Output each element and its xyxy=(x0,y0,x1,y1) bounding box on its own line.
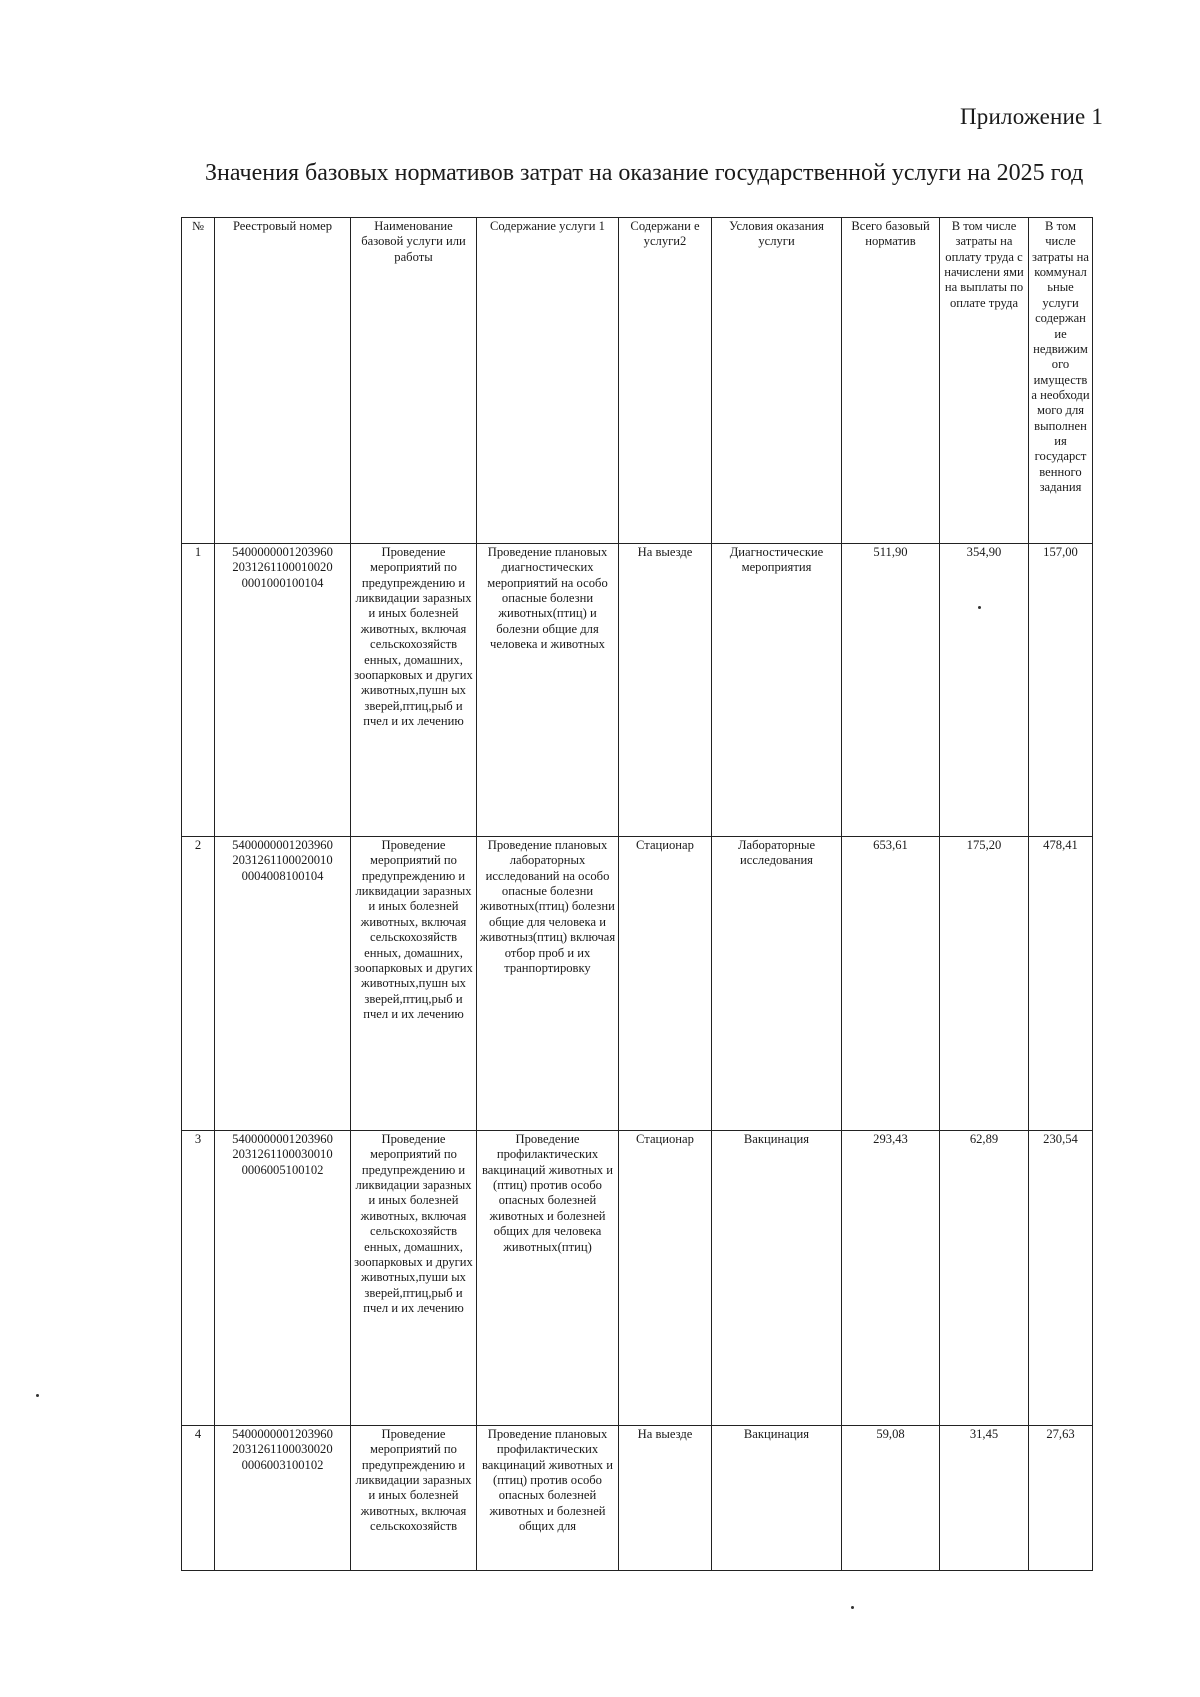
service-content-2: Стационар xyxy=(619,837,712,1131)
scan-speck xyxy=(978,606,981,609)
labor-costs: 62,89 xyxy=(940,1131,1029,1426)
service-conditions: Вакцинация xyxy=(712,1426,842,1571)
service-name: Проведение мероприятий по предупреждению и ликвидации заразных и иных болезней животных, включая сельскохозяйств енных, домашних, зоопарковых и других животных,пушн ых зверей,птиц,рыб и пчел и их лечению xyxy=(351,544,477,837)
service-content-1: Проведение профилактических вакцинаций животных и (птиц) против особо опасных болезней животных и болезней общих для человека животных(птиц) xyxy=(477,1131,619,1426)
registry-number: 5400000001203960 2031261100030010 0006005100102 xyxy=(215,1131,351,1426)
total-norm: 653,61 xyxy=(842,837,940,1131)
labor-costs: 175,20 xyxy=(940,837,1029,1131)
total-norm: 511,90 xyxy=(842,544,940,837)
registry-number: 5400000001203960 2031261100020010 0004008100104 xyxy=(215,837,351,1131)
service-content-1: Проведение плановых лабораторных исследований на особо опасные болезни животных(птиц) болезни общие для человека и животныз(птиц) включая отбор проб и их транпортировку xyxy=(477,837,619,1131)
service-name: Проведение мероприятий по предупреждению и ликвидации заразных и иных болезней животных, включая сельскохозяйств енных, домашних, зоопарковых и других животных,пуши ых зверей,птиц,рыб и пчел и их лечению xyxy=(351,1131,477,1426)
column-header-total: Всего базовый норматив xyxy=(842,218,940,544)
column-header-content-2: Содержани е услуги2 xyxy=(619,218,712,544)
row-number: 3 xyxy=(182,1131,215,1426)
table-header-row xyxy=(182,218,1093,544)
service-content-1: Проведение плановых профилактических вакцинаций животных и (птиц) против особо опасных болезней животных и болезней общих для xyxy=(477,1426,619,1571)
labor-costs: 354,90 xyxy=(940,544,1029,837)
service-name: Проведение мероприятий по предупреждению и ликвидации заразных и иных болезней животных, включая сельскохозяйств xyxy=(351,1426,477,1571)
column-header-service-name: Наименование базовой услуги или работы xyxy=(351,218,477,544)
scan-speck xyxy=(851,1606,854,1609)
row-number: 2 xyxy=(182,837,215,1131)
table-row xyxy=(182,837,1093,1131)
row-number: 4 xyxy=(182,1426,215,1571)
utility-costs: 230,54 xyxy=(1029,1131,1093,1426)
service-name: Проведение мероприятий по предупреждению и ликвидации заразных и иных болезней животных, включая сельскохозяйств енных, домашних, зоопарковых и других животных,пушн ых зверей,птиц,рыб и пчел и их лечению xyxy=(351,837,477,1131)
table-row xyxy=(182,544,1093,837)
document-title: Значения базовых нормативов затрат на оказание государственной услуги на 2025 год xyxy=(205,160,1084,186)
appendix-label: Приложение 1 xyxy=(960,104,1104,129)
utility-costs: 27,63 xyxy=(1029,1426,1093,1571)
row-number: 1 xyxy=(182,544,215,837)
scan-speck xyxy=(36,1394,39,1397)
labor-costs: 31,45 xyxy=(940,1426,1029,1571)
column-header-content-1: Содержание услуги 1 xyxy=(477,218,619,544)
column-header-utilities: В том числе затраты на коммунал ьные услуги содержан ие недвижим ого имуществ а необходи мого для выполнен ия государст венного задания xyxy=(1029,218,1093,544)
total-norm: 59,08 xyxy=(842,1426,940,1571)
table-row xyxy=(182,1426,1093,1571)
column-header-registry: Реестровый номер xyxy=(215,218,351,544)
service-conditions: Лабораторные исследования xyxy=(712,837,842,1131)
table-row xyxy=(182,1131,1093,1426)
column-header-labor: В том числе затраты на оплату труда с начислени ями на выплаты по оплате труда xyxy=(940,218,1029,544)
service-content-2: На выезде xyxy=(619,1426,712,1571)
service-conditions: Вакцинация xyxy=(712,1131,842,1426)
registry-number: 5400000001203960 2031261100010020 0001000100104 xyxy=(215,544,351,837)
norms-table xyxy=(181,217,1093,1571)
service-content-2: На выезде xyxy=(619,544,712,837)
utility-costs: 157,00 xyxy=(1029,544,1093,837)
column-header-number: № xyxy=(182,218,215,544)
registry-number: 5400000001203960 2031261100030020 0006003100102 xyxy=(215,1426,351,1571)
total-norm: 293,43 xyxy=(842,1131,940,1426)
service-content-2: Стационар xyxy=(619,1131,712,1426)
service-content-1: Проведение плановых диагностических мероприятий на особо опасные болезни животных(птиц) и болезни общие для человека и животных xyxy=(477,544,619,837)
column-header-conditions: Условия оказания услуги xyxy=(712,218,842,544)
utility-costs: 478,41 xyxy=(1029,837,1093,1131)
service-conditions: Диагностические мероприятия xyxy=(712,544,842,837)
